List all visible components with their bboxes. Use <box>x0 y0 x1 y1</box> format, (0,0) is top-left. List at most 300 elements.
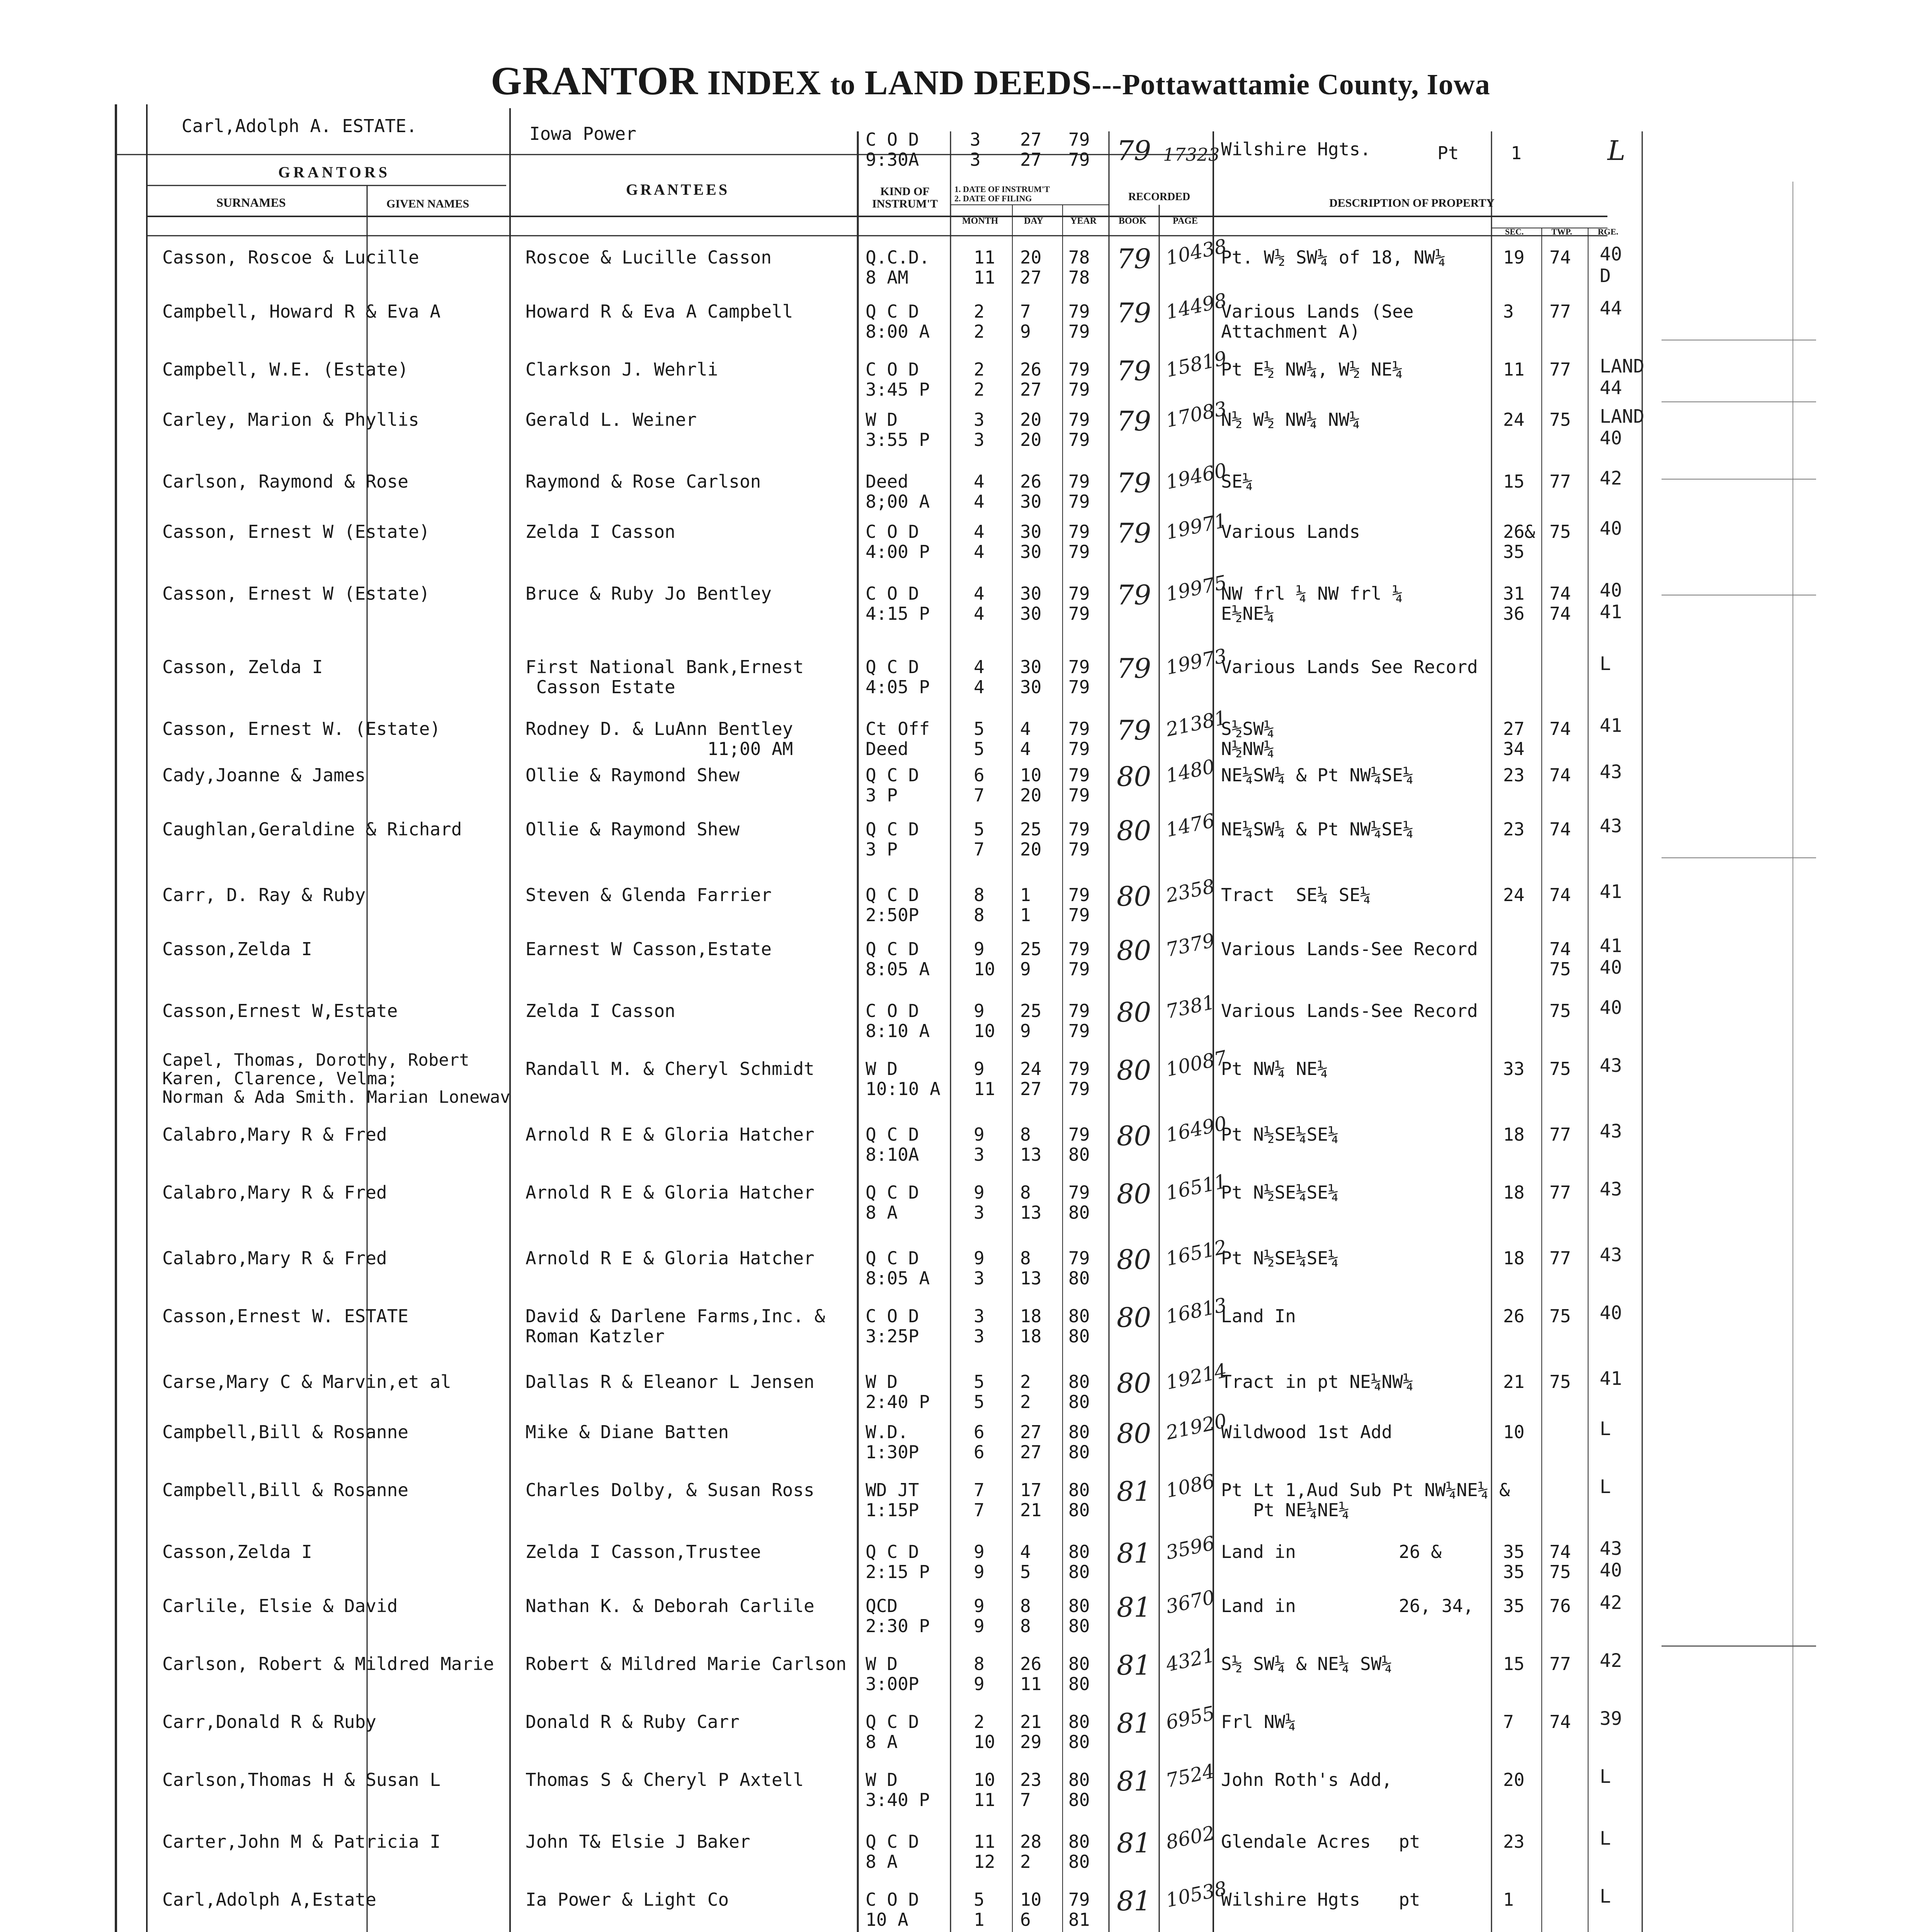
row-day: 25 20 <box>1020 819 1042 860</box>
row-grantor: Campbell,Bill & Rosanne <box>162 1480 408 1500</box>
row-sec: 23 <box>1503 1831 1525 1852</box>
row-day: 10 6 <box>1020 1889 1042 1930</box>
row-rge: 39 <box>1600 1708 1622 1730</box>
row-book: 80 <box>1117 1418 1151 1449</box>
row-description: Pt N½SE¼SE¼ <box>1221 1124 1339 1145</box>
row-month: 9 3 <box>974 1124 985 1165</box>
row-year: 79 81 <box>1068 1889 1090 1930</box>
top-entry-grantee: Iowa Power <box>529 123 636 144</box>
row-grantee: Arnold R E & Gloria Hatcher <box>526 1182 815 1203</box>
row-grantor: Caughlan,Geraldine & Richard <box>162 819 462 840</box>
header-sec: SEC. <box>1505 227 1524 236</box>
row-book: 79 <box>1117 653 1151 684</box>
row-book: 80 <box>1117 935 1151 966</box>
row-kind: Q C D 8:10A <box>866 1124 919 1165</box>
row-book: 79 <box>1117 467 1151 499</box>
row-month: 9 10 <box>974 1000 995 1041</box>
row-description: Tract in pt NE¼NW¼ <box>1221 1371 1414 1392</box>
row-year: 79 79 <box>1068 1000 1090 1041</box>
top-entry-book: 79 <box>1117 135 1151 167</box>
row-year: 78 78 <box>1068 247 1090 288</box>
row-rge: 43 <box>1600 815 1622 837</box>
row-month: 3 3 <box>974 409 985 450</box>
row-book: 81 <box>1117 1827 1151 1859</box>
row-sec: 20 <box>1503 1769 1525 1790</box>
row-grantee: First National Bank,Ernest Casson Estate <box>526 656 804 697</box>
row-grantor: Carlson,Thomas H & Susan L <box>162 1769 441 1790</box>
row-kind: Q C D 2:50P <box>866 884 919 925</box>
row-description: Pt. W½ SW¼ of 18, NW¼ <box>1221 247 1446 268</box>
row-page: 16511 <box>1164 1170 1229 1205</box>
row-book: 81 <box>1117 1765 1151 1797</box>
title-word-to: to <box>830 68 856 101</box>
row-kind: Ct Off Deed <box>866 718 930 759</box>
row-grantee: Bruce & Ruby Jo Bentley <box>526 583 772 604</box>
row-day: 20 27 <box>1020 247 1042 288</box>
row-grantee: Arnold R E & Gloria Hatcher <box>526 1124 815 1145</box>
row-day: 24 27 <box>1020 1058 1042 1099</box>
row-grantee: Raymond & Rose Carlson <box>526 471 761 492</box>
row-kind: Q C D 8 A <box>866 1182 919 1223</box>
row-twp: 75 <box>1549 1000 1571 1021</box>
row-rge: 41 40 <box>1600 935 1622 978</box>
row-kind: W D 10:10 A <box>866 1058 940 1099</box>
row-kind: Q C D 3 P <box>866 765 919 806</box>
row-twp: 74 <box>1549 247 1571 268</box>
row-year: 79 79 <box>1068 656 1090 697</box>
row-page: 7524 <box>1164 1760 1217 1792</box>
row-grantee: Howard R & Eva A Campbell <box>526 301 793 322</box>
row-month: 6 6 <box>974 1422 985 1463</box>
header-given-names: GIVEN NAMES <box>386 197 469 210</box>
row-page: 10087 <box>1164 1046 1229 1081</box>
row-rge: L <box>1600 1886 1611 1907</box>
row-day: 8 13 <box>1020 1124 1042 1165</box>
row-twp: 77 <box>1549 301 1571 322</box>
row-day: 4 5 <box>1020 1541 1031 1582</box>
row-twp: 74 <box>1549 819 1571 840</box>
top-entry-day: 27 27 <box>1020 129 1042 170</box>
row-book: 81 <box>1117 1476 1151 1507</box>
row-grantor: Casson,Ernest W,Estate <box>162 1000 398 1021</box>
row-description: Wilshire Hgts <box>1221 1889 1361 1910</box>
row-sec: 11 <box>1503 359 1525 380</box>
row-sec: 21 <box>1503 1371 1525 1392</box>
row-sec: 23 <box>1503 819 1525 840</box>
row-month: 9 3 <box>974 1182 985 1223</box>
title-county: ---Pottawattamie County, Iowa <box>1092 68 1490 101</box>
row-day: 7 9 <box>1020 301 1031 342</box>
row-page: 19973 <box>1164 644 1229 679</box>
row-day: 18 18 <box>1020 1306 1042 1347</box>
row-page: 4321 <box>1164 1644 1217 1676</box>
row-month: 8 8 <box>974 884 985 925</box>
row-description: Pt NW¼ NE¼ <box>1221 1058 1328 1079</box>
title-word-land-deeds: LAND DEEDS <box>864 64 1092 102</box>
row-twp: 77 <box>1549 1182 1571 1203</box>
row-grantee: Zelda I Casson <box>526 1000 675 1021</box>
header-twp: TWP. <box>1551 227 1572 236</box>
row-sec: 18 <box>1503 1182 1525 1203</box>
top-entry-desc-extra: Pt <box>1437 143 1459 163</box>
row-sec: 26& 35 <box>1503 521 1536 562</box>
top-entry-grantor: Carl,Adolph A. ESTATE. <box>182 116 417 136</box>
row-twp: 74 <box>1549 718 1571 739</box>
row-description: Land In <box>1221 1306 1296 1327</box>
row-page: 3596 <box>1164 1532 1217 1564</box>
row-day: 25 9 <box>1020 1000 1042 1041</box>
row-rge: 43 <box>1600 1244 1622 1266</box>
row-page: 2358 <box>1164 875 1217 907</box>
row-grantor: Casson, Roscoe & Lucille <box>162 247 419 268</box>
row-grantee: Roscoe & Lucille Casson <box>526 247 772 268</box>
row-year: 79 79 <box>1068 819 1090 860</box>
row-page: 19975 <box>1164 571 1229 606</box>
header-page: PAGE <box>1173 216 1198 226</box>
row-grantee: Ollie & Raymond Shew <box>526 765 740 786</box>
row-year: 79 80 <box>1068 1248 1090 1289</box>
row-rge: 42 <box>1600 1650 1622 1672</box>
row-kind: C O D 3:25P <box>866 1306 919 1347</box>
row-grantee: Earnest W Casson,Estate <box>526 939 772 959</box>
header-recorded: RECORDED <box>1128 191 1190 203</box>
row-year: 79 79 <box>1068 765 1090 806</box>
row-rge: 40 <box>1600 1302 1622 1324</box>
row-month: 9 9 <box>974 1541 985 1582</box>
row-grantor: Carse,Mary C & Marvin,et al <box>162 1371 451 1392</box>
row-description: SE¼ <box>1221 471 1253 492</box>
row-description: Pt N½SE¼SE¼ <box>1221 1248 1339 1269</box>
row-twp: 77 <box>1549 1248 1571 1269</box>
row-grantor: Casson,Ernest W. ESTATE <box>162 1306 408 1327</box>
row-kind: C O D 8:10 A <box>866 1000 930 1041</box>
row-book: 80 <box>1117 1302 1151 1333</box>
row-grantee: Rodney D. & LuAnn Bentley 11;00 AM <box>526 718 793 759</box>
row-page: 19971 <box>1164 509 1229 544</box>
row-grantee: Zelda I Casson <box>526 521 675 542</box>
row-year: 79 79 <box>1068 939 1090 980</box>
row-kind: Q.C.D. 8 AM <box>866 247 930 288</box>
row-month: 3 3 <box>974 1306 985 1347</box>
row-book: 81 <box>1117 1650 1151 1681</box>
row-book: 79 <box>1117 517 1151 549</box>
row-grantor: Carl,Adolph A,Estate <box>162 1889 376 1910</box>
row-rge: L <box>1600 1828 1611 1849</box>
row-day: 27 27 <box>1020 1422 1042 1463</box>
row-grantor: Carlile, Elsie & David <box>162 1595 398 1616</box>
row-book: 79 <box>1117 405 1151 437</box>
row-grantee: David & Darlene Farms,Inc. & Roman Katzler <box>526 1306 825 1347</box>
row-grantee: Thomas S & Cheryl P Axtell <box>526 1769 804 1790</box>
row-sec: 19 <box>1503 247 1525 268</box>
row-description: Land in <box>1221 1595 1296 1616</box>
row-month: 4 4 <box>974 583 985 624</box>
top-entry-kind: C O D 9:30A <box>866 129 919 170</box>
row-year: 80 80 <box>1068 1306 1090 1347</box>
row-day: 1 1 <box>1020 884 1031 925</box>
row-month: 7 7 <box>974 1480 985 1520</box>
row-grantor: Carlson, Robert & Mildred Marie <box>162 1653 494 1674</box>
row-month: 10 11 <box>974 1769 995 1810</box>
row-sec: 35 35 <box>1503 1541 1525 1582</box>
row-day: 2 2 <box>1020 1371 1031 1412</box>
row-description: Frl NW¼ <box>1221 1711 1296 1732</box>
row-page: 19460 <box>1164 459 1229 494</box>
row-year: 80 80 <box>1068 1422 1090 1463</box>
row-sec: 33 <box>1503 1058 1525 1079</box>
row-day: 8 8 <box>1020 1595 1031 1636</box>
row-book: 79 <box>1117 297 1151 329</box>
row-kind: W D 3:40 P <box>866 1769 930 1810</box>
row-description: Pt N½SE¼SE¼ <box>1221 1182 1339 1203</box>
row-kind: Deed 8;00 A <box>866 471 930 512</box>
row-page: 19214 <box>1164 1359 1229 1394</box>
row-grantor: Casson, Zelda I <box>162 656 323 677</box>
row-grantor: Casson, Ernest W (Estate) <box>162 521 430 542</box>
row-description: Land in <box>1221 1541 1296 1562</box>
row-page: 21381 <box>1164 706 1229 741</box>
row-page: 1480 <box>1164 755 1217 787</box>
row-month: 8 9 <box>974 1653 985 1694</box>
header-grantors: GRANTORS <box>278 163 390 181</box>
row-year: 79 79 <box>1068 1058 1090 1099</box>
row-sec: 15 <box>1503 1653 1525 1674</box>
row-month: 4 4 <box>974 656 985 697</box>
row-day: 8 13 <box>1020 1248 1042 1289</box>
row-kind: W D 2:40 P <box>866 1371 930 1412</box>
row-month: 5 5 <box>974 718 985 759</box>
row-day: 10 20 <box>1020 765 1042 806</box>
row-sec: 27 34 <box>1503 718 1525 759</box>
row-page: 17083 <box>1164 397 1229 432</box>
page-title <box>491 58 1490 116</box>
row-kind: C O D 3:45 P <box>866 359 930 400</box>
row-twp: 74 <box>1549 1711 1571 1732</box>
row-grantee: Steven & Glenda Farrier <box>526 884 772 905</box>
row-kind: WD JT 1:15P <box>866 1480 919 1520</box>
row-page: 16490 <box>1164 1112 1229 1147</box>
row-grantee: Mike & Diane Batten <box>526 1422 729 1442</box>
row-day: 17 21 <box>1020 1480 1042 1520</box>
row-kind: Q C D 8:05 A <box>866 1248 930 1289</box>
title-word-index: INDEX <box>707 64 821 102</box>
row-sec: 31 36 <box>1503 583 1525 624</box>
row-grantor: Cady,Joanne & James <box>162 765 366 786</box>
top-entry-sec: 1 <box>1511 143 1522 163</box>
top-entry-description: Wilshire Hgts. <box>1221 139 1371 160</box>
row-kind: Q C D 8 A <box>866 1831 919 1872</box>
row-kind: C O D 4:00 P <box>866 521 930 562</box>
row-kind: Q C D 8:00 A <box>866 301 930 342</box>
row-rge: 41 <box>1600 715 1622 736</box>
row-rge: L <box>1600 1418 1611 1440</box>
row-book: 81 <box>1117 1537 1151 1569</box>
row-sec: 3 <box>1503 301 1514 322</box>
row-rge: 40 <box>1600 518 1622 539</box>
row-month: 5 7 <box>974 819 985 860</box>
header-surnames: SURNAMES <box>216 196 286 209</box>
row-rge: LAND 44 <box>1600 355 1645 399</box>
row-grantee: Randall M. & Cheryl Schmidt <box>526 1058 815 1079</box>
row-description: NE¼SW¼ & Pt NW¼SE¼ <box>1221 819 1414 840</box>
row-day: 26 27 <box>1020 359 1042 400</box>
row-day: 28 2 <box>1020 1831 1042 1872</box>
row-twp: 75 <box>1549 1306 1571 1327</box>
row-twp: 74 75 <box>1549 939 1571 980</box>
row-book: 79 <box>1117 714 1151 746</box>
row-rge: 43 <box>1600 1121 1622 1142</box>
row-rge: LAND 40 <box>1600 406 1645 449</box>
row-year: 80 80 <box>1068 1541 1090 1582</box>
row-page: 10538 <box>1164 1877 1229 1912</box>
row-kind: C O D 10 A <box>866 1889 919 1930</box>
row-rge: 42 <box>1600 468 1622 489</box>
row-sec: 35 <box>1503 1595 1525 1616</box>
row-grantee: Ia Power & Light Co <box>526 1889 729 1910</box>
row-month: 11 11 <box>974 247 995 288</box>
row-grantee: Clarkson J. Wehrli <box>526 359 718 380</box>
row-grantee: Donald R & Ruby Carr <box>526 1711 740 1732</box>
title-word-grantor: GRANTOR <box>491 59 698 103</box>
row-grantor: Casson, Ernest W. (Estate) <box>162 718 441 739</box>
row-rge: 43 40 <box>1600 1538 1622 1581</box>
row-grantee: Arnold R E & Gloria Hatcher <box>526 1248 815 1269</box>
row-day: 23 7 <box>1020 1769 1042 1810</box>
row-grantee: Gerald L. Weiner <box>526 409 697 430</box>
row-description: N½ W½ NW¼ NW¼ <box>1221 409 1361 430</box>
row-book: 80 <box>1117 761 1151 793</box>
header-year: YEAR <box>1070 216 1097 226</box>
row-desc-extra: pt <box>1399 1831 1420 1852</box>
row-page: 16813 <box>1164 1293 1229 1328</box>
row-grantor: Campbell, Howard R & Eva A <box>162 301 441 322</box>
row-page: 1476 <box>1164 809 1217 842</box>
row-description: Wildwood 1st Add <box>1221 1422 1393 1442</box>
row-kind: W.D. 1:30P <box>866 1422 919 1463</box>
header-date-line1: 1. DATE OF INSTRUM'T <box>954 184 1050 194</box>
row-grantee: Ollie & Raymond Shew <box>526 819 740 840</box>
row-page: 7379 <box>1164 929 1217 961</box>
row-page: 8602 <box>1164 1821 1217 1854</box>
row-day: 26 30 <box>1020 471 1042 512</box>
row-twp: 75 <box>1549 1371 1571 1392</box>
row-grantee: Zelda I Casson,Trustee <box>526 1541 761 1562</box>
row-page: 7381 <box>1164 991 1217 1023</box>
row-grantor: Calabro,Mary R & Fred <box>162 1182 387 1203</box>
row-rge: 43 <box>1600 761 1622 783</box>
header-description: DESCRIPTION OF PROPERTY <box>1329 197 1495 209</box>
row-description: Pt Lt 1,Aud Sub Pt NW¼NE¼ & Pt NE¼NE¼ <box>1221 1480 1510 1520</box>
top-entry-rge: L <box>1607 135 1626 167</box>
row-year: 80 80 <box>1068 1711 1090 1752</box>
row-month: 9 9 <box>974 1595 985 1636</box>
row-day: 4 4 <box>1020 718 1031 759</box>
row-twp: 75 <box>1549 409 1571 430</box>
row-sec: 24 <box>1503 409 1525 430</box>
row-month: 4 4 <box>974 521 985 562</box>
row-rge: 41 <box>1600 1368 1622 1389</box>
header-grantees: GRANTEES <box>626 181 730 198</box>
row-month: 9 11 <box>974 1058 995 1099</box>
row-day: 26 11 <box>1020 1653 1042 1694</box>
row-page: 10438 <box>1164 235 1229 270</box>
row-sec: 7 <box>1503 1711 1514 1732</box>
row-description: Various Lands-See Record <box>1221 939 1478 959</box>
header-rge: RGE. <box>1598 227 1619 236</box>
row-book: 79 <box>1117 355 1151 387</box>
row-rge: L <box>1600 1766 1611 1787</box>
row-grantor: Campbell, W.E. (Estate) <box>162 359 408 380</box>
row-year: 79 79 <box>1068 301 1090 342</box>
row-rge: 40 41 <box>1600 580 1622 623</box>
row-rge: 44 <box>1600 298 1622 319</box>
row-page: 6955 <box>1164 1702 1217 1734</box>
header-date-line2: 2. DATE OF FILING <box>954 194 1032 203</box>
row-sec: 1 <box>1503 1889 1514 1910</box>
row-book: 80 <box>1117 1244 1151 1276</box>
row-year: 79 79 <box>1068 409 1090 450</box>
row-month: 5 1 <box>974 1889 985 1930</box>
row-description: Pt E½ NW¼, W½ NE¼ <box>1221 359 1403 380</box>
row-twp: 76 <box>1549 1595 1571 1616</box>
row-description: NE¼SW¼ & Pt NW¼SE¼ <box>1221 765 1414 786</box>
row-grantor: Carlson, Raymond & Rose <box>162 471 408 492</box>
row-book: 80 <box>1117 1054 1151 1086</box>
row-day: 30 30 <box>1020 583 1042 624</box>
row-day: 21 29 <box>1020 1711 1042 1752</box>
row-description: Various Lands <box>1221 521 1361 542</box>
row-sec: 23 <box>1503 765 1525 786</box>
row-twp: 74 <box>1549 765 1571 786</box>
row-twp: 74 75 <box>1549 1541 1571 1582</box>
row-year: 80 80 <box>1068 1831 1090 1872</box>
row-year: 80 80 <box>1068 1595 1090 1636</box>
row-kind: Q C D 2:15 P <box>866 1541 930 1582</box>
row-month: 9 3 <box>974 1248 985 1289</box>
row-description: Tract SE¼ SE¼ <box>1221 884 1371 905</box>
row-grantor: Casson,Zelda I <box>162 1541 312 1562</box>
row-grantor: Calabro,Mary R & Fred <box>162 1248 387 1269</box>
row-grantor: Carley, Marion & Phyllis <box>162 409 419 430</box>
row-book: 80 <box>1117 1120 1151 1152</box>
row-grantor: Carr, D. Ray & Ruby <box>162 884 366 905</box>
row-grantee: John T& Elsie J Baker <box>526 1831 750 1852</box>
row-year: 79 79 <box>1068 359 1090 400</box>
row-book: 79 <box>1117 579 1151 611</box>
row-description: Various Lands (See Attachment A) <box>1221 301 1414 342</box>
row-book: 81 <box>1117 1592 1151 1623</box>
row-day: 30 30 <box>1020 656 1042 697</box>
row-grantor: Casson, Ernest W (Estate) <box>162 583 430 604</box>
row-book: 79 <box>1117 243 1151 275</box>
row-month: 4 4 <box>974 471 985 512</box>
row-kind: C O D 4:15 P <box>866 583 930 624</box>
top-entry-page: 17323 <box>1163 144 1220 165</box>
row-rge: L <box>1600 1476 1611 1498</box>
row-month: 5 5 <box>974 1371 985 1412</box>
top-entry-year: 79 79 <box>1068 129 1090 170</box>
row-year: 80 80 <box>1068 1480 1090 1520</box>
header-month: MONTH <box>962 216 998 226</box>
row-sec: 18 <box>1503 1124 1525 1145</box>
row-book: 80 <box>1117 815 1151 847</box>
row-grantee: Dallas R & Eleanor L Jensen <box>526 1371 815 1392</box>
row-description: NW frl ¼ NW frl ¼ E½NE¼ <box>1221 583 1403 624</box>
row-description: S½SW¼ N½NW¼ <box>1221 718 1275 759</box>
row-kind: QCD 2:30 P <box>866 1595 930 1636</box>
row-year: 80 80 <box>1068 1371 1090 1412</box>
row-book: 81 <box>1117 1708 1151 1739</box>
